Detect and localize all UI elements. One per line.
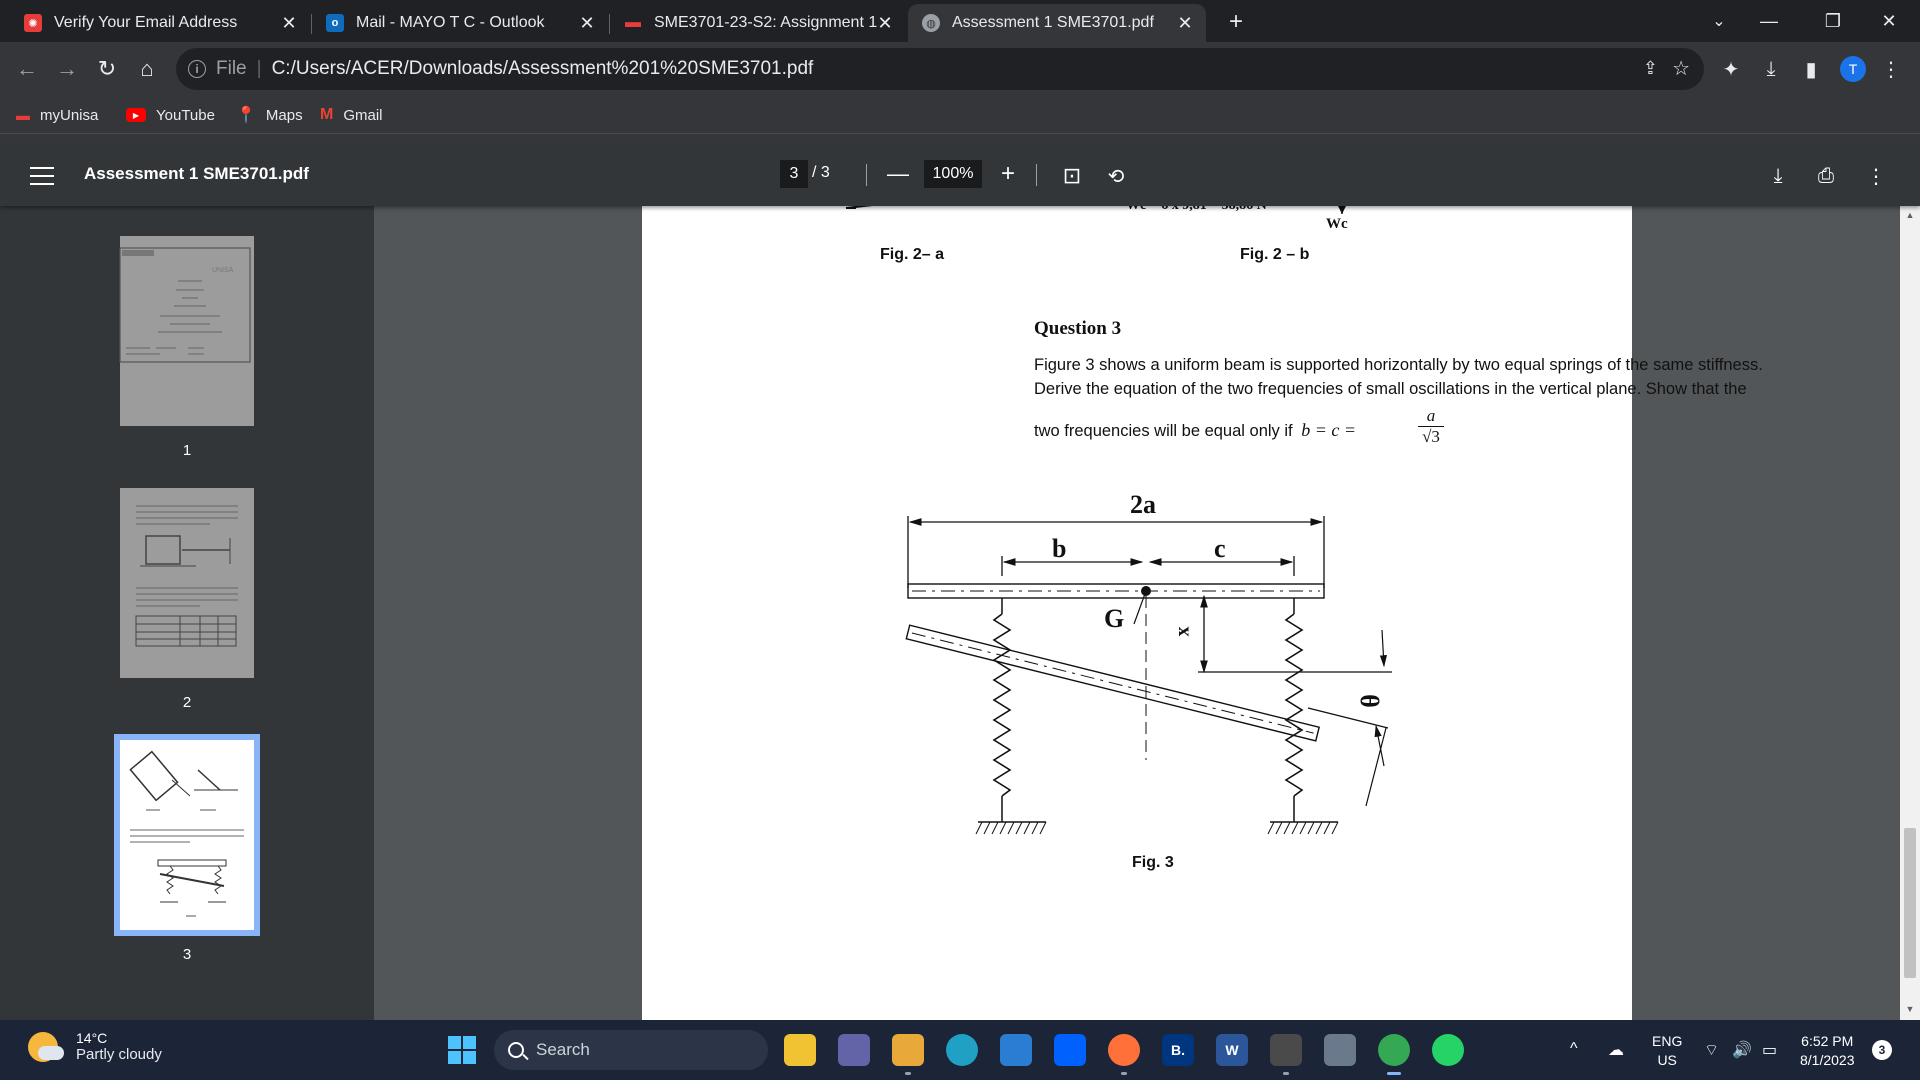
fig3-caption: Fig. 3 — [1132, 854, 1174, 871]
download-icon[interactable]: ⤓ — [1773, 164, 1783, 187]
language-indicator[interactable] — [1652, 1032, 1682, 1070]
thumbnail-sidebar — [0, 206, 374, 1020]
more-options-icon[interactable]: ⋮ — [1866, 165, 1886, 188]
bookmark-label: Gmail — [343, 106, 383, 124]
show-hidden-icons-icon[interactable]: ^ — [1570, 1040, 1578, 1057]
close-icon[interactable]: ✕ — [579, 12, 595, 33]
scroll-down-arrow[interactable]: ▼ — [1905, 1004, 1915, 1014]
downloads-icon[interactable]: ⤓ — [1766, 57, 1776, 80]
formula-numerator: a — [1418, 406, 1444, 427]
tab-title: SME3701-23-S2: Assignment 1 — [654, 14, 878, 31]
fig2b-caption: Fig. 2 – b — [1240, 246, 1310, 263]
weather-widget[interactable] — [28, 1030, 162, 1063]
tab-verify-email[interactable] — [10, 4, 310, 42]
new-tab-button[interactable]: + — [1228, 8, 1243, 35]
bookmark-label: myUnisa — [40, 106, 99, 124]
unisa-icon: ▬ — [16, 107, 30, 123]
running-indicator — [1121, 1072, 1127, 1075]
zoom-level-input[interactable]: 100% — [924, 160, 982, 188]
lang-region: US — [1657, 1052, 1677, 1068]
word-icon[interactable]: W — [1216, 1034, 1248, 1066]
fig3-label-theta: θ — [1355, 694, 1385, 708]
page-total: / 3 — [812, 164, 830, 181]
chrome-icon[interactable] — [1378, 1034, 1410, 1066]
windows-taskbar — [0, 1020, 1920, 1080]
side-panel-icon[interactable]: ▮ — [1805, 58, 1817, 81]
firefox-icon[interactable] — [1108, 1034, 1140, 1066]
file-explorer-icon[interactable] — [784, 1034, 816, 1066]
battery-icon[interactable]: ▭ — [1762, 1042, 1778, 1059]
mail-icon[interactable] — [1000, 1034, 1032, 1066]
booking-icon[interactable]: B. — [1162, 1034, 1194, 1066]
search-placeholder: Search — [536, 1040, 590, 1059]
teams-icon[interactable] — [838, 1034, 870, 1066]
volume-icon[interactable]: 🔊 — [1732, 1042, 1752, 1059]
running-indicator — [905, 1072, 911, 1075]
thumbnail-number: 1 — [182, 442, 192, 459]
print-icon[interactable]: ⎙ — [1818, 164, 1834, 187]
bookmark-label: YouTube — [156, 106, 215, 124]
restore-button[interactable]: ❐ — [1824, 10, 1842, 31]
zoom-in-button[interactable]: + — [1000, 160, 1015, 187]
pdf-viewer[interactable] — [374, 206, 1900, 1020]
home-button[interactable]: ⌂ — [140, 56, 154, 81]
chrome-menu-icon[interactable]: ⋮ — [1881, 58, 1901, 81]
fig2-weight-label: Wc — [1326, 216, 1348, 232]
fig3-diagram — [642, 200, 1632, 1020]
clock[interactable] — [1800, 1032, 1855, 1070]
tab-strip — [0, 0, 1920, 42]
edge-icon[interactable] — [946, 1034, 978, 1066]
weather-temp: 14°C — [76, 1030, 108, 1046]
thumbnail-number: 2 — [182, 694, 192, 711]
bookmark-label: Maps — [265, 106, 303, 124]
bookmark-star-icon[interactable]: ☆ — [1672, 58, 1690, 80]
fit-page-icon[interactable]: ⊡ — [1062, 163, 1082, 188]
onedrive-icon[interactable]: ☁ — [1608, 1042, 1624, 1059]
thumbnail-page-3[interactable] — [120, 740, 254, 930]
bookmark-youtube[interactable] — [126, 102, 215, 128]
tab-title: Mail - MAYO T C - Outlook — [356, 14, 545, 31]
folder-icon[interactable] — [892, 1034, 924, 1066]
bookmark-gmail[interactable] — [320, 102, 383, 128]
camera-icon[interactable] — [1324, 1034, 1356, 1066]
extensions-icon[interactable]: ✦ — [1722, 58, 1740, 81]
url-scheme: File — [216, 58, 247, 79]
page-number-input[interactable]: 3 — [780, 160, 808, 188]
youtube-icon: ▶ — [126, 108, 146, 122]
fig3-label-2a: 2a — [1130, 490, 1156, 519]
close-window-button[interactable]: ✕ — [1881, 10, 1897, 31]
info-icon[interactable]: i — [188, 60, 206, 78]
bookmark-myunisa[interactable] — [16, 102, 98, 128]
tab-outlook[interactable] — [312, 4, 608, 42]
whatsapp-icon[interactable] — [1432, 1034, 1464, 1066]
maps-icon: 📍 — [236, 107, 256, 124]
close-icon[interactable]: ✕ — [281, 12, 297, 33]
formula-lhs: b = c = — [1301, 420, 1357, 440]
rotate-icon[interactable]: ⟲ — [1107, 165, 1125, 188]
taskbar-search[interactable] — [494, 1030, 768, 1070]
pdf-toolbar — [0, 146, 1920, 206]
pdf-page-3 — [642, 200, 1763, 1020]
address-bar[interactable]: i File | C:/Users/ACER/Downloads/Assessment%201%20SME3701.pdf ⇪ ☆ — [176, 48, 1704, 90]
profile-avatar[interactable]: T — [1840, 56, 1866, 82]
notification-badge[interactable]: 3 — [1872, 1040, 1892, 1060]
weather-condition: Partly cloudy — [76, 1046, 162, 1063]
fig3-label-g: G — [1104, 604, 1125, 633]
question-text: two frequencies will be equal only if — [1034, 422, 1293, 440]
unisa-icon: ✺ — [24, 14, 42, 32]
question-text-line-2: Derive the equation of the two frequencies of small oscillations in the vertical plane. Show that the — [1034, 380, 1747, 398]
bookmark-maps[interactable] — [236, 102, 303, 128]
close-icon[interactable]: ✕ — [877, 12, 893, 33]
thumbnail-number: 3 — [182, 946, 192, 963]
fig3-label-b: b — [1052, 534, 1067, 563]
svg-text:UNISA: UNISA — [212, 267, 234, 274]
pdf-menu-icon[interactable] — [28, 162, 56, 190]
back-button[interactable]: ← — [16, 56, 38, 81]
running-indicator — [1387, 1072, 1401, 1075]
dropbox-icon[interactable] — [1054, 1034, 1086, 1066]
tab-search-icon[interactable]: ⌄ — [1712, 13, 1726, 30]
minimize-button[interactable]: — — [1760, 10, 1778, 31]
tab-title: Assessment 1 SME3701.pdf — [952, 14, 1154, 31]
fig3-label-c: c — [1214, 534, 1226, 563]
vertical-scrollbar[interactable] — [1900, 206, 1920, 1020]
globe-icon: ◍ — [922, 14, 940, 32]
unisa-icon: ▬ — [625, 14, 641, 31]
browser-toolbar — [0, 42, 1920, 96]
whatsapp-desktop-icon[interactable] — [1270, 1034, 1302, 1066]
tab-assessment-pdf[interactable] — [908, 4, 1206, 42]
thumbnail-page-2[interactable] — [120, 488, 254, 678]
clock-date: 8/1/2023 — [1800, 1052, 1855, 1068]
lang-code: ENG — [1652, 1033, 1683, 1049]
question-title: Question 3 — [1034, 318, 1122, 339]
wifi-icon[interactable]: ⌔ — [1704, 1042, 1720, 1059]
reload-button[interactable]: ↻ — [97, 56, 117, 81]
fig2a-caption: Fig. 2– a — [880, 246, 945, 263]
pdf-title: Assessment 1 SME3701.pdf — [84, 164, 309, 183]
search-icon — [508, 1042, 524, 1058]
tab-assignment[interactable] — [610, 4, 906, 42]
outlook-icon: o — [326, 14, 344, 32]
bookmarks-bar — [0, 96, 1920, 134]
scroll-thumb[interactable] — [1904, 828, 1916, 978]
share-icon[interactable]: ⇪ — [1642, 58, 1658, 78]
scroll-up-arrow[interactable]: ▲ — [1905, 210, 1915, 220]
tab-title: Verify Your Email Address — [54, 14, 238, 31]
forward-button[interactable]: → — [56, 56, 78, 81]
running-indicator — [1283, 1072, 1289, 1075]
thumbnail-preview — [120, 488, 254, 678]
url-text[interactable]: C:/Users/ACER/Downloads/Assessment%201%20SME3701.pdf — [271, 58, 814, 79]
thumbnail-preview — [120, 236, 254, 426]
zoom-out-button[interactable]: — — [887, 161, 909, 186]
fig3-label-x: x — [1171, 626, 1194, 637]
thumbnail-preview — [120, 740, 254, 930]
partly-cloudy-icon — [28, 1032, 58, 1062]
clock-time: 6:52 PM — [1801, 1033, 1854, 1049]
question-text-line-1: Figure 3 shows a uniform beam is supported horizontally by two equal springs of the same stiffness. — [1034, 356, 1763, 374]
formula-denominator: √3 — [1422, 427, 1440, 446]
close-icon[interactable]: ✕ — [1177, 12, 1193, 33]
start-button[interactable] — [448, 1036, 476, 1064]
thumbnail-page-1[interactable] — [120, 236, 254, 426]
gmail-icon: M — [320, 106, 334, 123]
